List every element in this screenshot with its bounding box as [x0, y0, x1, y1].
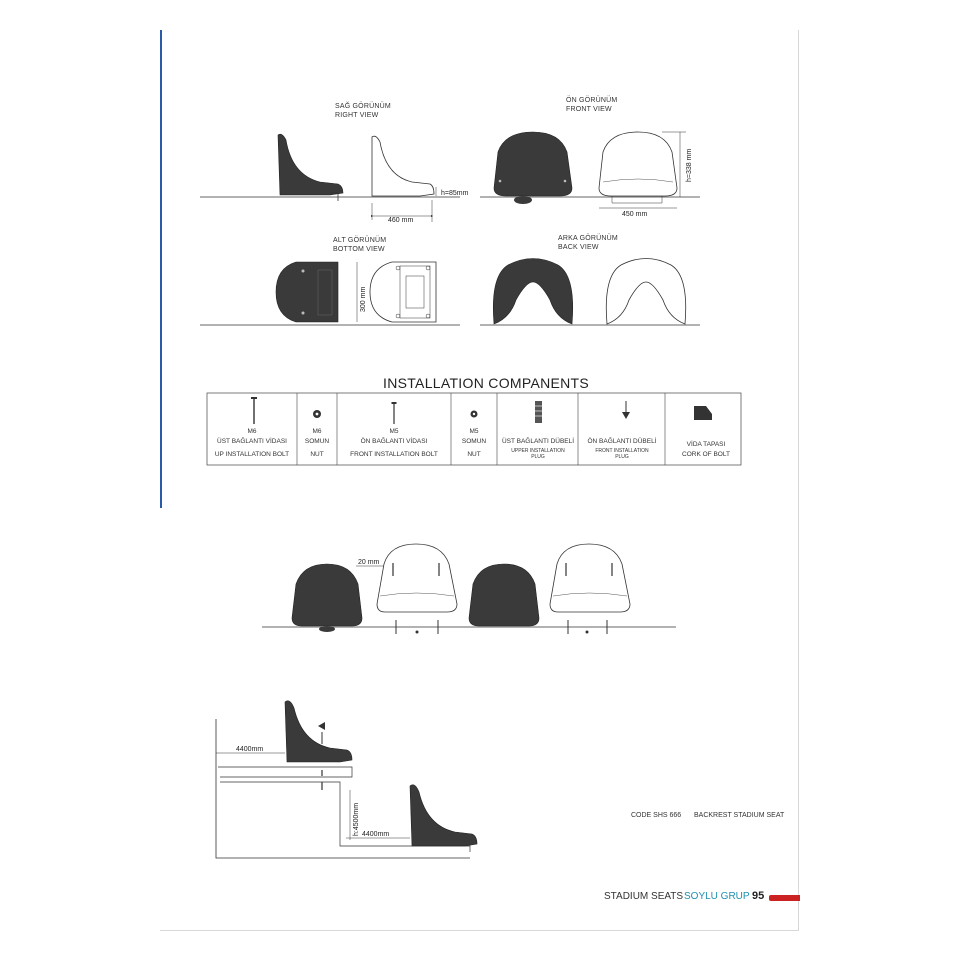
- footer-section: STADIUM SEATS: [604, 891, 684, 902]
- seat-bottom-dark: [276, 262, 338, 322]
- front-view-height-dim: h=338 mm: [686, 148, 693, 182]
- component-6-name-en: FRONT INSTALLATION: [595, 448, 649, 454]
- small-plug-icon: [622, 401, 630, 419]
- seat-back-dark: [493, 259, 572, 325]
- right-view-label-tr: SAĞ GÖRÜNÜM: [335, 103, 391, 110]
- seat-side-outline: [372, 136, 434, 196]
- component-3-name-tr: ÖN BAĞLANTI VİDASI: [360, 438, 428, 445]
- component-5-name-en-2: PLUG: [531, 454, 545, 460]
- component-7-name-tr: VİDA TAPASI: [686, 441, 726, 448]
- seat-row-outline-1: [377, 544, 457, 612]
- plug-icon: [535, 401, 542, 423]
- component-4-spec: M5: [469, 428, 479, 435]
- component-6-name-en-2: PLUG: [615, 454, 629, 460]
- footer-brand: SOYLU GRUP: [684, 891, 750, 902]
- component-2-spec: M6: [312, 428, 322, 435]
- bottom-view-label-en: BOTTOM VIEW: [333, 246, 385, 253]
- row-depth-dim-top: 4400mm: [236, 746, 264, 753]
- nut-icon: [471, 411, 478, 418]
- long-bolt-icon: [251, 397, 257, 424]
- seat-row-dark-1: [292, 564, 362, 626]
- component-1-spec: M6: [247, 428, 257, 435]
- component-3-name-en: FRONT INSTALLATION BOLT: [350, 451, 438, 458]
- footer-accent-bar: [769, 895, 800, 901]
- seat-bottom-outline: [370, 262, 436, 322]
- components-title: INSTALLATION COMPANENTS: [383, 375, 590, 391]
- component-2-name-tr: SOMUN: [304, 438, 330, 445]
- page-number: 95: [752, 890, 765, 902]
- seat-row-outline-2: [550, 544, 630, 612]
- bottom-view-label-tr: ALT GÖRÜNÜM: [333, 237, 387, 244]
- component-5-name-en: UPPER INSTALLATION: [511, 448, 565, 454]
- right-view-height-dim: h=85mm: [441, 190, 469, 197]
- component-4-name-tr: SOMUN: [461, 438, 487, 445]
- seat-profile-dark-2: [410, 785, 477, 846]
- front-view-label-tr: ÖN GÖRÜNÜM: [566, 97, 618, 104]
- component-6-name-tr: ÖN BAĞLANTI DÜBELİ: [587, 438, 657, 445]
- product-code: CODE SHS 666: [631, 812, 682, 819]
- component-3-spec: M5: [389, 428, 399, 435]
- seat-gap-dim: 20 mm: [358, 559, 380, 566]
- bottom-view-depth-dim: 300 mm: [360, 286, 367, 312]
- seat-side-dark: [278, 134, 343, 195]
- component-4-name-en: NUT: [467, 451, 481, 458]
- bolt-icon: [392, 402, 397, 424]
- component-2-name-en: NUT: [310, 451, 324, 458]
- seat-profile-dark-1: [285, 701, 352, 762]
- front-view-label-en: FRONT VIEW: [566, 106, 612, 113]
- component-7-name-en: CORK OF BOLT: [682, 451, 730, 458]
- seat-front-dark: [494, 132, 572, 196]
- back-view-label-tr: ARKA GÖRÜNÜM: [558, 235, 618, 242]
- back-view-label-en: BACK VIEW: [558, 244, 599, 251]
- component-1-name-en: UP INSTALLATION BOLT: [214, 451, 290, 458]
- component-1-name-tr: ÜST BAĞLANTI VİDASI: [217, 438, 287, 445]
- seat-front-outline: [599, 132, 677, 196]
- right-view-width-dim: 460 mm: [388, 217, 414, 224]
- seat-row-dark-2: [469, 564, 539, 626]
- row-depth-dim-bottom: 4400mm: [362, 831, 390, 838]
- riser-height-dim: h:4500mm: [353, 802, 360, 836]
- right-view-label-en: RIGHT VIEW: [335, 112, 379, 119]
- nut-icon: [313, 410, 321, 418]
- seat-back-outline: [606, 259, 685, 325]
- front-view-width-dim: 450 mm: [622, 211, 648, 218]
- cork-icon: [694, 406, 712, 420]
- component-5-name-tr: ÜST BAĞLANTI DÜBELİ: [501, 438, 575, 445]
- product-name: BACKREST STADIUM SEAT: [694, 812, 785, 819]
